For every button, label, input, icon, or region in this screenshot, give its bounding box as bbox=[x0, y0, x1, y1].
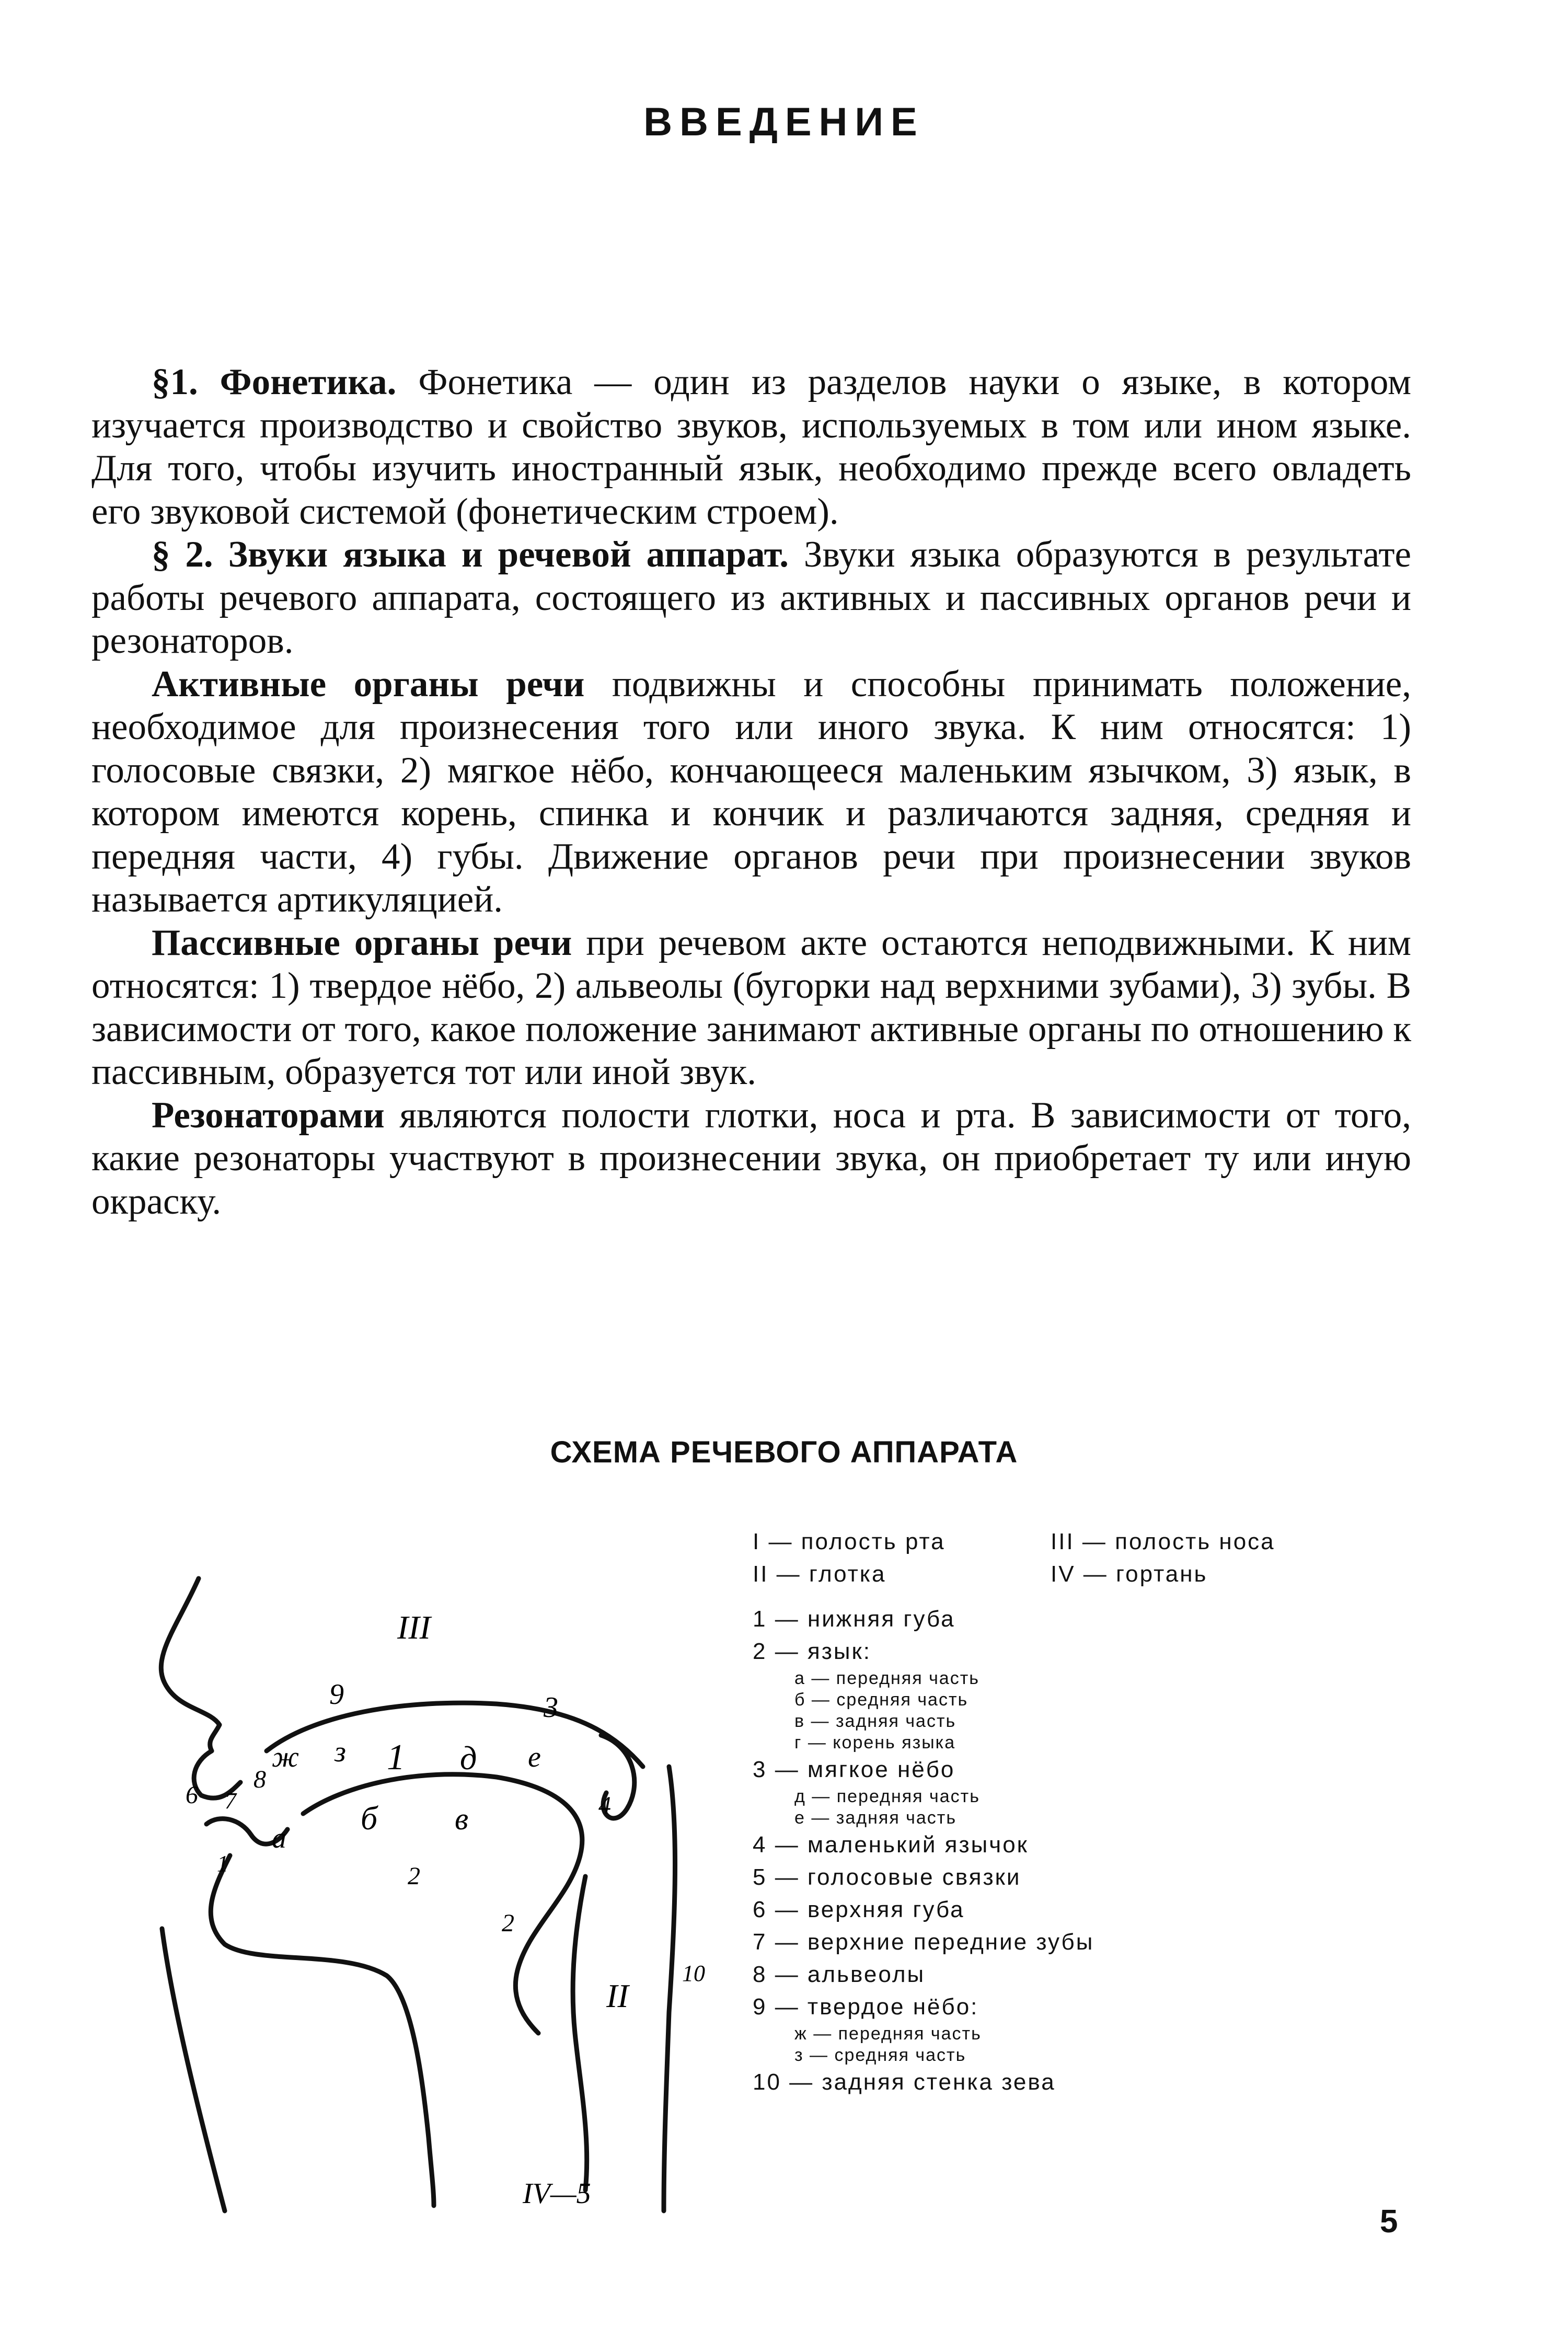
legend-item: 10 — задняя стенка зева bbox=[753, 2069, 1056, 2095]
paragraph-heading: §1. Фонетика. bbox=[152, 362, 397, 402]
paragraph-heading: Резонаторами bbox=[152, 1094, 385, 1136]
diagram-legend bbox=[753, 1529, 1380, 2099]
legend-item: 1 — нижняя губа bbox=[753, 1606, 955, 1632]
label-2-tongue: 2 bbox=[408, 1862, 420, 1890]
jaw-chin-outline bbox=[211, 1855, 434, 2206]
legend-subitem: д — передняя часть bbox=[794, 1786, 980, 1806]
legend-cavity: IV — гортань bbox=[1051, 1561, 1208, 1587]
legend-subitem: б — средняя часть bbox=[794, 1690, 969, 1710]
legend-subitem: а — передняя часть bbox=[794, 1668, 979, 1688]
label-9: 9 bbox=[329, 1678, 344, 1711]
legend-item: 2 — язык: bbox=[753, 1639, 872, 1664]
label-e: е bbox=[528, 1741, 541, 1773]
legend-cavity: III — полость носа bbox=[1051, 1529, 1275, 1554]
paragraph-heading: Пассивные органы речи bbox=[152, 922, 572, 963]
label-a: а bbox=[272, 1822, 286, 1854]
label-v: в bbox=[455, 1802, 469, 1836]
paragraph-text: Звуки языка образуются в результате работы речевого аппарата, состоящего из активных и пассивных органов речи и резонаторов. bbox=[91, 534, 1412, 661]
label-b: б bbox=[361, 1800, 378, 1837]
legend-item: 7 — верхние передние зубы bbox=[753, 1929, 1094, 1955]
face-outline-nose bbox=[161, 1578, 220, 1751]
neck-front bbox=[162, 1929, 225, 2211]
hard-palate-outline bbox=[267, 1703, 643, 1767]
chapter-title: ВВЕДЕНИЕ bbox=[643, 100, 925, 144]
label-6: 6 bbox=[186, 1781, 198, 1809]
label-zh: ж bbox=[272, 1741, 299, 1773]
legend-item: 6 — верхняя губа bbox=[753, 1897, 965, 1922]
legend-item: 8 — альвеолы bbox=[753, 1962, 926, 1987]
label-7: 7 bbox=[225, 1788, 236, 1814]
label-roman-2: II bbox=[606, 1977, 629, 2014]
body-text bbox=[91, 361, 1411, 1223]
legend-item: 5 — голосовые связки bbox=[753, 1864, 1021, 1890]
legend-subitem: в — задняя часть bbox=[794, 1711, 956, 1731]
scheme-title: СХЕМА РЕЧЕВОГО АППАРАТА bbox=[550, 1435, 1018, 1469]
paragraph-phonetics bbox=[91, 361, 1411, 533]
paragraph-heading: § 2. Звуки языка и речевой аппарат. bbox=[152, 534, 789, 575]
legend-subitem: е — задняя часть bbox=[794, 1808, 957, 1828]
speech-apparatus-diagram bbox=[141, 1563, 732, 2221]
paragraph-speech-apparatus bbox=[91, 533, 1411, 663]
label-3: 3 bbox=[544, 1691, 558, 1724]
paragraph-resonators bbox=[91, 1094, 1411, 1224]
legend-subitem: г — корень языка bbox=[794, 1733, 956, 1753]
paragraph-text: при речевом акте остаются неподвижными. К ним относятся: 1) твердое нёбо, 2) альвеолы (бугорки над верхними зубами), 3) зубы. В зависимости от того, какое положение занимают активные органы по отношению к пассивным, образуется тот или иной звук. bbox=[91, 922, 1411, 1092]
label-d: д bbox=[460, 1739, 477, 1777]
legend-cavities bbox=[753, 1529, 1380, 1597]
label-larynx: IV—5 bbox=[523, 2177, 591, 2210]
larynx-front bbox=[573, 1876, 587, 2190]
legend-subitem: ж — передняя часть bbox=[794, 2024, 982, 2044]
legend-cavity: II — глотка bbox=[753, 1561, 886, 1587]
label-2-root: 2 bbox=[502, 1909, 514, 1937]
label-1-lip: 1 bbox=[217, 1851, 228, 1876]
label-roman-3: III bbox=[397, 1609, 431, 1646]
legend-item: 3 — мягкое нёбо bbox=[753, 1757, 955, 1782]
pharynx-back-wall bbox=[664, 1767, 675, 2211]
page-number: 5 bbox=[1380, 2204, 1398, 2240]
paragraph-text: подвижны и способны принимать положение, необходимое для произнесения того или иного звука. К ним относятся: 1) голосовые связки, 2) мягкое нёбо, кончающееся маленьким язычком, 3) язык, в котором имеются корень, спинка и кончик и различаются задняя, средняя и передняя части, 4) губы. Движение органов речи при произнесении звуков называется артикуляцией. bbox=[91, 663, 1411, 920]
paragraph-text: Фонетика — один из разделов науки о языке, в котором изучается производство и свойство звуков, используемых в том или ином языке. Для того, чтобы изучить иностранный язык, необходимо прежде всего овладеть его звуковой системой (фонетическим строем). bbox=[91, 362, 1411, 532]
legend-item: 9 — твердое нёбо: bbox=[753, 1994, 979, 2020]
tongue-outline bbox=[303, 1774, 582, 2033]
label-z: з bbox=[335, 1736, 346, 1768]
legend-item: 4 — маленький язычок bbox=[753, 1832, 1029, 1858]
label-4: 4 bbox=[598, 1792, 611, 1819]
paragraph-passive-organs bbox=[91, 921, 1411, 1094]
label-8: 8 bbox=[253, 1766, 266, 1793]
paragraph-text: являются полости глотки, носа и рта. В зависимости от того, какие резонаторы участвуют в произнесении звука, он приобретает ту или иную окраску. bbox=[91, 1094, 1411, 1222]
legend-cavity: I — полость рта bbox=[753, 1529, 946, 1554]
paragraph-active-organs bbox=[91, 663, 1411, 921]
label-10: 10 bbox=[682, 1961, 705, 1986]
label-1-tongue: 1 bbox=[387, 1737, 405, 1778]
paragraph-heading: Активные органы речи bbox=[152, 663, 585, 705]
legend-subitem: з — средняя часть bbox=[794, 2045, 966, 2065]
